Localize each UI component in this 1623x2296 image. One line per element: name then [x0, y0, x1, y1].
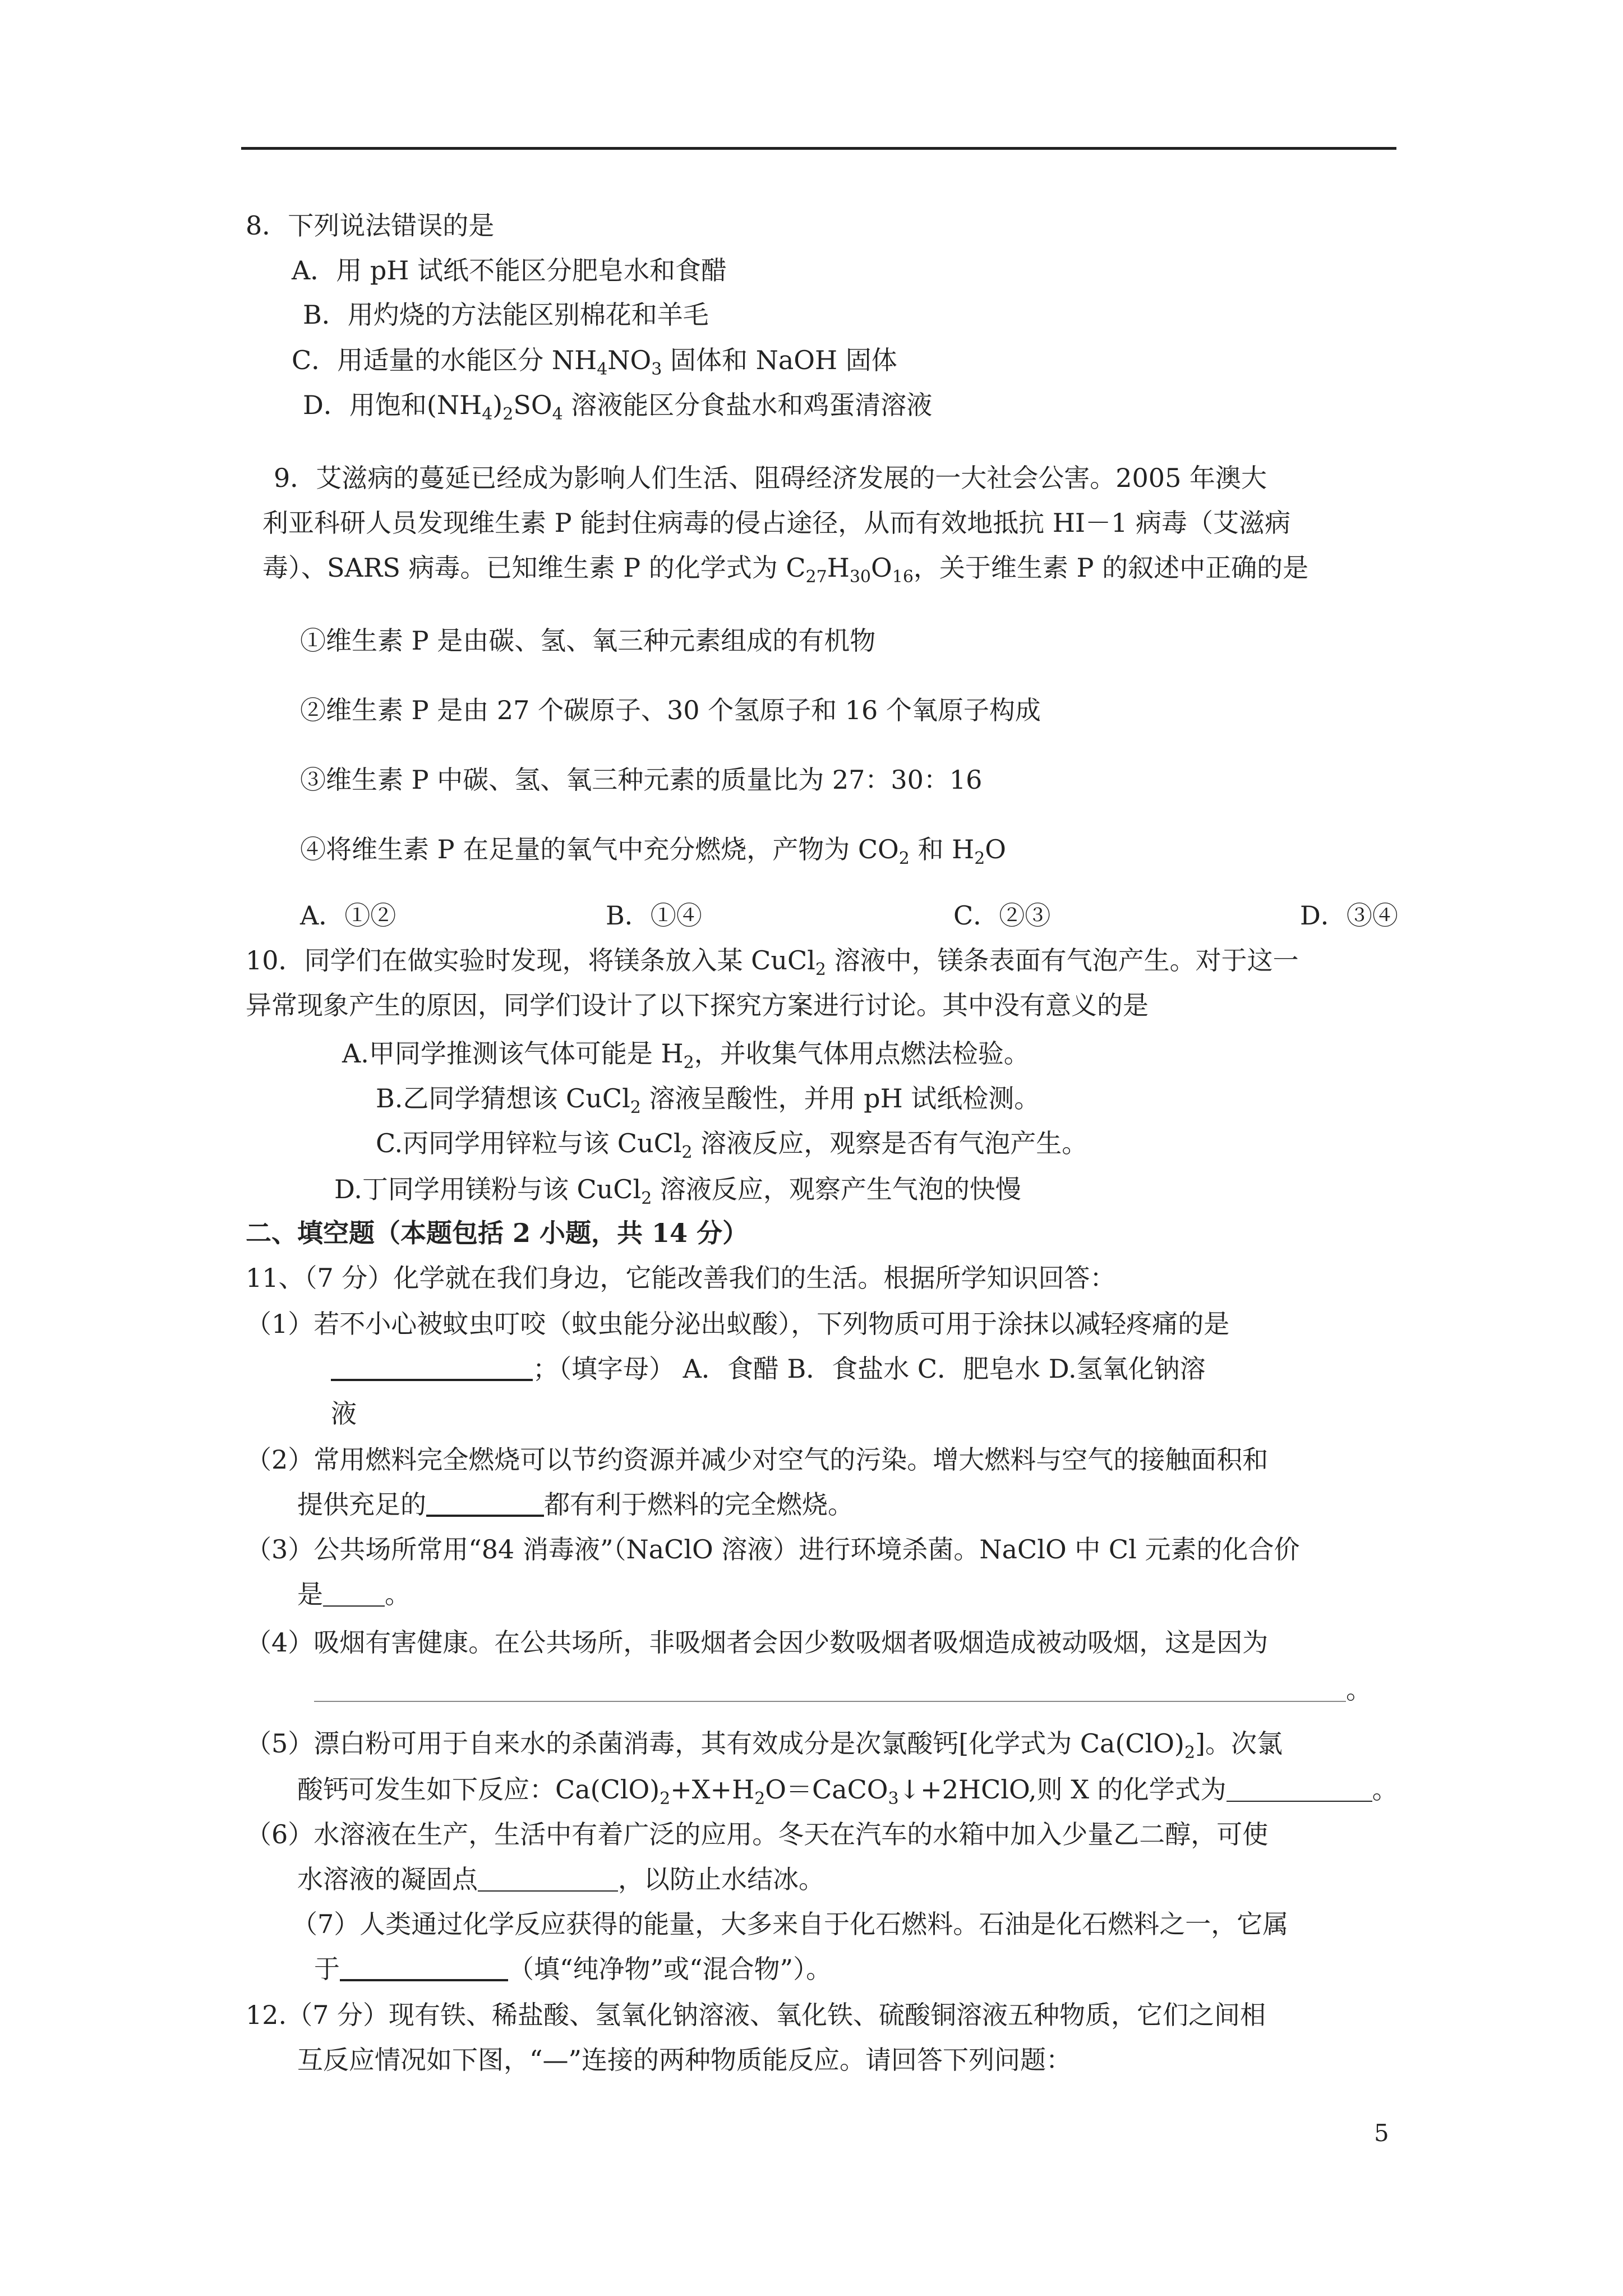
q12-line-2: 互反应情况如下图，“—”连接的两种物质能反应。请回答下列问题：	[297, 2045, 1072, 2075]
q9-statement-2: ②维生素 P 是由 27 个碳原子、30 个氢原子和 16 个氧原子构成	[300, 695, 1041, 725]
q11-part5-line-2: 酸钙可发生如下反应：$Ca(ClO)_2+X+H_2O=CaCO_3↓+2HClO$,则 X 的化学式为 。	[297, 1774, 1398, 1809]
q10-option-a: A.甲同学推测该气体可能是 $H_2$，并收集气体用点燃法检验。	[342, 1038, 1030, 1073]
q10-option-c: C.丙同学用锌粒与该 CuCl$_2$ 溶液反应，观察是否有气泡产生。	[376, 1128, 1088, 1162]
q10-line-1: 10．同学们在做实验时发现，将镁条放入某 CuCl$_2$ 溶液中，镁条表面有气泡产生。对于这一	[246, 945, 1299, 979]
q10-option-b: B.乙同学猜想该 CuCl$_2$ 溶液呈酸性，并用 pH 试纸检测。	[376, 1083, 1040, 1117]
q8-option-c: C．用适量的水能区分 $NH_4NO_3$ 固体和 NaOH 固体	[292, 345, 897, 379]
answer-blank-4[interactable]	[314, 1678, 1346, 1702]
q11-part1-line-1: （1）若不小心被蚊虫叮咬（蚊虫能分泌出蚁酸），下列物质可用于涂抹以减轻疼痛的是	[246, 1309, 1230, 1339]
q11-part2-line-1: （2）常用燃料完全燃烧可以节约资源并减少对空气的污染。增大燃料与空气的接触面积和	[246, 1444, 1269, 1475]
q11-part4-line-1: （4）吸烟有害健康。在公共场所，非吸烟者会因少数吸烟者吸烟造成被动吸烟，这是因为	[246, 1627, 1269, 1658]
answer-blank-7[interactable]	[340, 1957, 508, 1981]
q10-line-2: 异常现象产生的原因，同学们设计了以下探究方案进行讨论。其中没有意义的是	[246, 990, 1149, 1020]
q9-statement-3: ③维生素 P 中碳、氢、氧三种元素的质量比为 27：30：16	[300, 765, 983, 795]
q12-line-1: 12.（7 分）现有铁、稀盐酸、氢氧化钠溶液、氧化铁、硫酸铜溶液五种物质，它们之间相	[246, 2000, 1266, 2030]
q11-stem: 11、（7 分）化学就在我们身边，它能改善我们的生活。根据所学知识回答：	[246, 1263, 1116, 1293]
q9-line-3: 毒）、SARS 病毒。已知维生素 P 的化学式为 $C_{27}H_{30}O_{16}$，关于维生素 P 的叙述中正确的是	[262, 553, 1309, 587]
q11-part7-line-1: （7）人类通过化学反应获得的能量，大多来自于化石燃料。石油是化石燃料之一，它属	[292, 1909, 1289, 1939]
q11-part3-line-2: 是 。	[297, 1579, 411, 1609]
q8-option-b: B．用灼烧的方法能区别棉花和羊毛	[303, 300, 709, 330]
q11-part7-line-2: 于 （填“纯净物”或“混合物”）。	[314, 1954, 832, 1984]
q11-part4-line-2: 。	[314, 1673, 1372, 1706]
q9-option-c: C．②③	[953, 900, 1051, 931]
q9-statement-4: ④将维生素 P 在足量的氧气中充分燃烧，产物为 $CO_2$ 和 $H_2O$	[300, 834, 1006, 868]
section-heading: 二、填空题（本题包括 2 小题，共 14 分）	[246, 1218, 749, 1248]
q11-part3-line-1: （3）公共场所常用“84 消毒液”（NaClO 溶液）进行环境杀菌。NaClO 中 Cl 元素的化合价	[246, 1534, 1300, 1565]
answer-blank-3[interactable]	[323, 1583, 385, 1607]
q8-stem: 8．下列说法错误的是	[246, 210, 495, 241]
q8-option-d: D．用饱和$(NH_4)_2SO_4$ 溶液能区分食盐水和鸡蛋清溶液	[303, 390, 933, 424]
q11-part1-line-3: 液	[331, 1398, 357, 1429]
q9-line-2: 利亚科研人员发现维生素 P 能封住病毒的侵占途径，从而有效地抵抗 HI－1 病毒（艾滋病	[262, 508, 1290, 538]
q9-option-d: D．③④	[1300, 900, 1398, 931]
q9-line-1: 9．艾滋病的蔓延已经成为影响人们生活、阻碍经济发展的一大社会公害。2005 年澳大	[274, 463, 1267, 493]
q9-option-b: B．①④	[606, 900, 702, 931]
q8-option-a: A．用 pH 试纸不能区分肥皂水和食醋	[292, 255, 727, 286]
answer-blank-2[interactable]	[426, 1492, 544, 1517]
page-number: 5	[1374, 2119, 1389, 2147]
q11-part2-line-2: 提供充足的 都有利于燃料的完全燃烧。	[297, 1489, 854, 1520]
q10-option-d: D.丁同学用镁粉与该 CuCl$_2$ 溶液反应，观察产生气泡的快慢	[334, 1174, 1021, 1208]
answer-blank-1[interactable]	[331, 1356, 533, 1381]
header-rule	[241, 147, 1396, 150]
q11-part6-line-2: 水溶液的凝固点 ，以防止水结冰。	[297, 1864, 824, 1894]
q11-part6-line-1: （6）水溶液在生产，生活中有着广泛的应用。冬天在汽车的水箱中加入少量乙二醇，可使	[246, 1819, 1269, 1849]
answer-blank-5[interactable]	[1227, 1778, 1372, 1802]
q11-part1-line-2: ；（填字母） A．食醋 B．食盐水 C．肥皂水 D.氢氧化钠溶	[331, 1352, 1206, 1386]
answer-blank-6[interactable]	[478, 1868, 618, 1892]
q9-option-a: A．①②	[300, 900, 396, 931]
q11-part5-line-1: （5）漂白粉可用于自来水的杀菌消毒，其有效成分是次氯酸钙[化学式为 $Ca(ClO)_2$]。次氯	[246, 1728, 1283, 1763]
q9-statement-1: ①维生素 P 是由碳、氢、氧三种元素组成的有机物	[300, 625, 876, 656]
